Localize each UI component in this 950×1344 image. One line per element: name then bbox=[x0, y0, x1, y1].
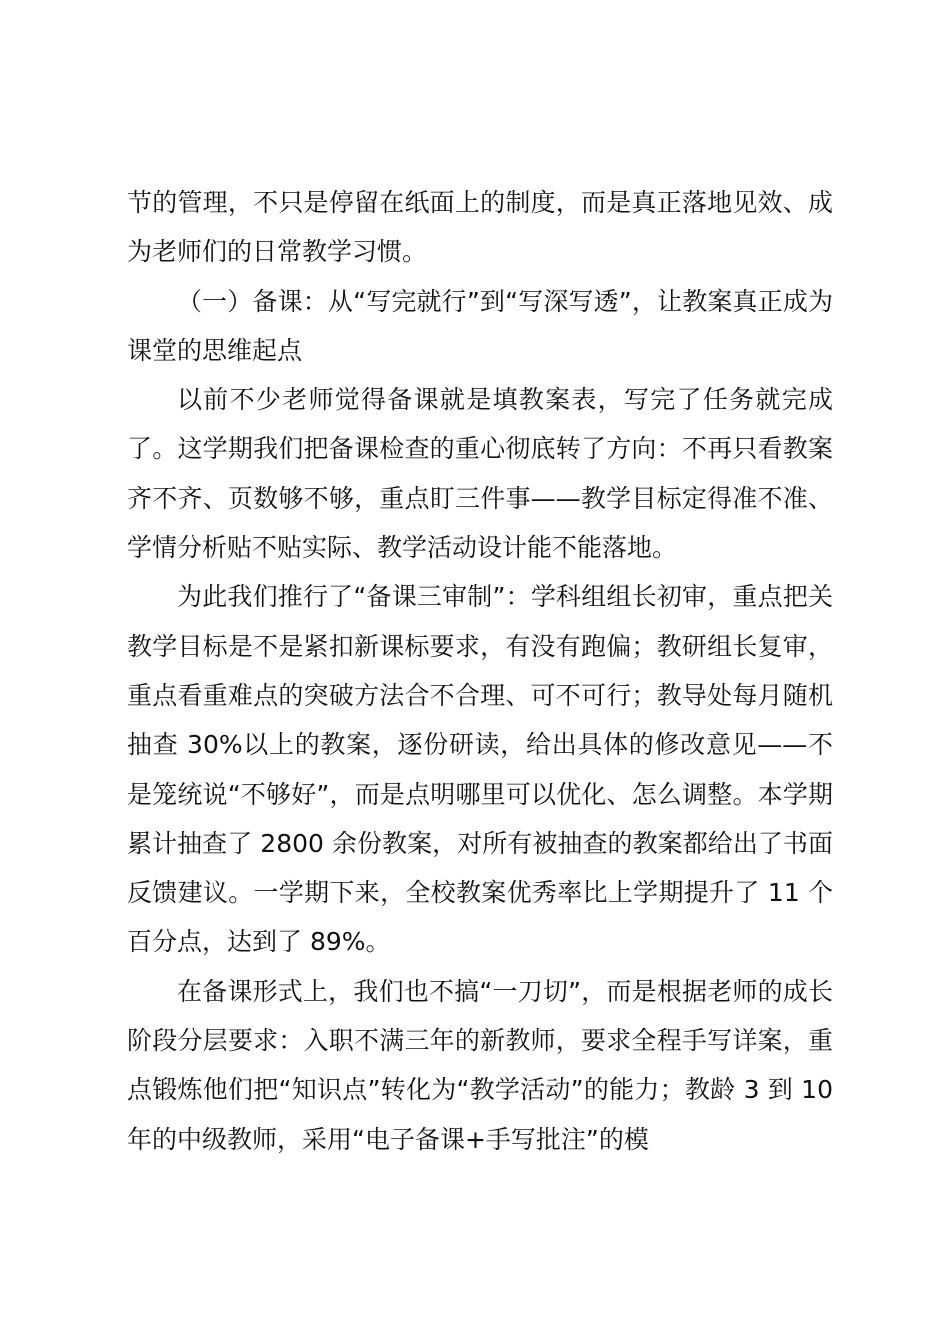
section-heading: （一）备课：从“写完就行”到“写深写透”，让教案真正成为课堂的思维起点 bbox=[127, 286, 833, 365]
body-text bbox=[127, 178, 833, 1164]
paragraph-three-review-system: 为此我们推行了“备课三审制”：学科组组长初审，重点把关教学目标是不是紧扣新课标要求，有没有跑偏；教研组长复审，重点看重难点的突破方法合不合理、可不可行；教导处每月随机抽查 30%以上的教案，逐份研读，给出具体的修改意见——不是笼统说“不够好”，而是点明哪里可以优化、怎么调整。本学期累计抽查了 2800 余份教案，对所有被抽查的教案都给出了书面反馈建议。一学期下来，全校教案优秀率比上学期提升了 11 个百分点，达到了 89%。 bbox=[127, 582, 833, 957]
paragraph-lesson-prep-focus: 以前不少老师觉得备课就是填教案表，写完了任务就完成了。这学期我们把备课检查的重心彻底转了方向：不再只看教案齐不齐、页数够不够，重点盯三件事——教学目标定得准不准、学情分析贴不贴实际、教学活动设计能不能落地。 bbox=[127, 385, 833, 563]
paragraph-tiered-requirements: 在备课形式上，我们也不搞“一刀切”，而是根据老师的成长阶段分层要求：入职不满三年的新教师，要求全程手写详案，重点锻炼他们把“知识点”转化为“教学活动”的能力；教龄 3 到 10 年的中级教师，采用“电子备课+手写批注”的模 bbox=[127, 976, 833, 1154]
paragraph-continuation: 节的管理，不只是停留在纸面上的制度，而是真正落地见效、成为老师们的日常教学习惯。 bbox=[127, 188, 833, 267]
